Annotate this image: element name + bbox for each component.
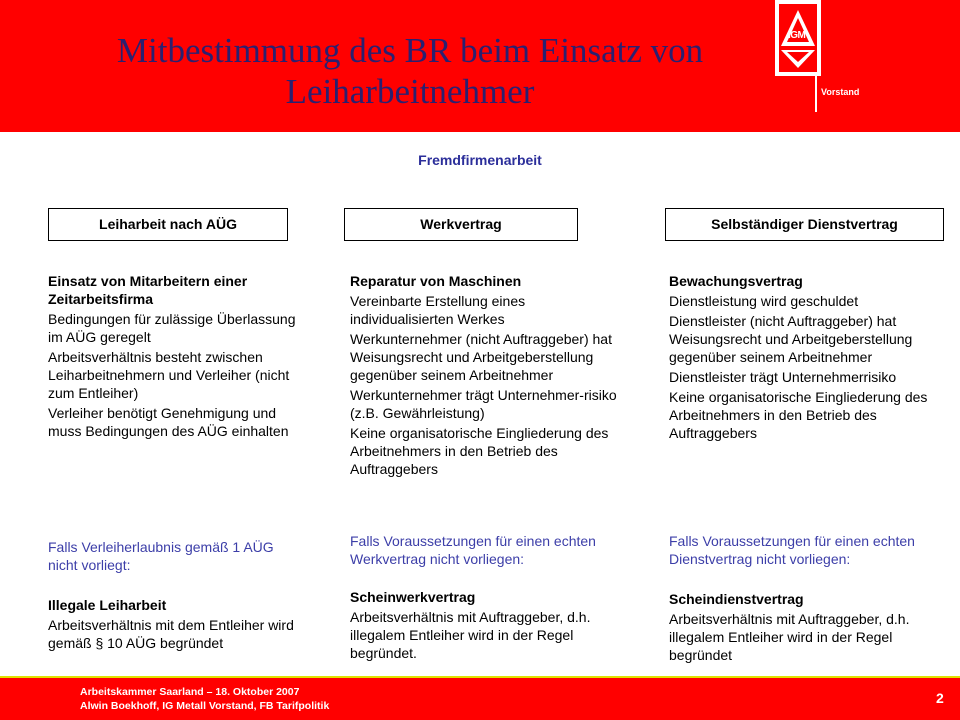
slide-title	[60, 30, 760, 112]
logo-divider	[815, 76, 817, 112]
consequence-dienstvertrag	[669, 590, 955, 666]
column-point: Dienstleister trägt Unternehmerrisiko	[669, 369, 897, 385]
footer-line2: Alwin Boekhoff, IG Metall Vorstand, FB Tarifpolitik	[80, 700, 330, 712]
column-dienstvertrag	[669, 272, 953, 444]
column-leiharbeit	[48, 272, 308, 442]
column-intro: Reparatur von Maschinen	[350, 273, 522, 289]
condition-text: Falls Voraussetzungen für einen echten Dienstvertrag nicht vorliegen:	[669, 533, 915, 567]
column-point: Keine organisatorische Eingliederung des Arbeitnehmers in den Betrieb des Auftraggebers	[669, 389, 928, 441]
slide-title-line2: Leiharbeitnehmer	[285, 72, 535, 111]
logo-text: IGM	[788, 30, 806, 41]
condition-leiharbeit	[48, 538, 288, 576]
column-point: Werkunternehmer (nicht Auftraggeber) hat Weisungsrecht und Arbeitgeberstellung gegenüber seinem Arbeitnehmer	[350, 331, 612, 383]
heading-box-dienstvertrag: Selbständiger Dienstvertrag	[665, 208, 944, 241]
column-point: Bedingungen für zulässige Überlassung im AÜG geregelt	[48, 311, 296, 345]
consequence-text: Arbeitsverhältnis mit Auftraggeber, d.h. illegalem Entleiher wird in der Regel begründet.	[350, 609, 591, 661]
consequence-title: Illegale Leiharbeit	[48, 597, 167, 613]
column-point: Keine organisatorische Eingliederung des Arbeitnehmers in den Betrieb des Auftraggebers	[350, 425, 609, 477]
column-point: Arbeitsverhältnis besteht zwischen Leiharbeitnehmern und Verleiher (nicht zum Entleiher)	[48, 349, 290, 401]
consequence-text: Arbeitsverhältnis mit Auftraggeber, d.h. illegalem Entleiher wird in der Regel begründet	[669, 611, 910, 663]
condition-text: Falls Verleiherlaubnis gemäß 1 AÜG nicht vorliegt:	[48, 539, 274, 573]
heading-box-werkvertrag: Werkvertrag	[344, 208, 578, 241]
condition-text: Falls Voraussetzungen für einen echten Werkvertrag nicht vorliegen:	[350, 533, 596, 567]
footer-line1: Arbeitskammer Saarland – 18. Oktober 2007	[80, 686, 300, 698]
consequence-text: Arbeitsverhältnis mit dem Entleiher wird gemäß § 10 AÜG begründet	[48, 617, 294, 651]
igm-logo	[775, 0, 821, 76]
column-point: Dienstleistung wird geschuldet	[669, 293, 859, 309]
column-point: Vereinbarte Erstellung eines individualisierten Werkes	[350, 293, 526, 327]
column-intro: Bewachungsvertrag	[669, 273, 803, 289]
slide-title-line1: Mitbestimmung des BR beim Einsatz von	[116, 31, 704, 70]
page-number: 2	[936, 690, 944, 706]
column-point: Dienstleister (nicht Auftraggeber) hat Weisungsrecht und Arbeitgeberstellung gegenüber seinem Arbeitnehmer	[669, 313, 913, 365]
column-intro: Einsatz von Mitarbeitern einer Zeitarbeitsfirma	[48, 273, 248, 307]
consequence-leiharbeit	[48, 596, 298, 654]
heading-box-leiharbeit: Leiharbeit nach AÜG	[48, 208, 288, 241]
consequence-title: Scheindienstvertrag	[669, 591, 804, 607]
footer-text	[80, 685, 329, 713]
footer-divider	[0, 676, 960, 678]
condition-dienstvertrag	[669, 532, 960, 570]
subtitle: Fremdfirmenarbeit	[418, 152, 542, 168]
column-point: Werkunternehmer trägt Unternehmer-risiko (z.B. Gewährleistung)	[350, 387, 617, 421]
consequence-werkvertrag	[350, 588, 636, 664]
logo-caption: Vorstand	[821, 87, 860, 97]
column-point: Verleiher benötigt Genehmigung und muss Bedingungen des AÜG einhalten	[48, 405, 289, 439]
consequence-title: Scheinwerkvertrag	[350, 589, 476, 605]
column-werkvertrag	[350, 272, 632, 480]
condition-werkvertrag	[350, 532, 650, 570]
